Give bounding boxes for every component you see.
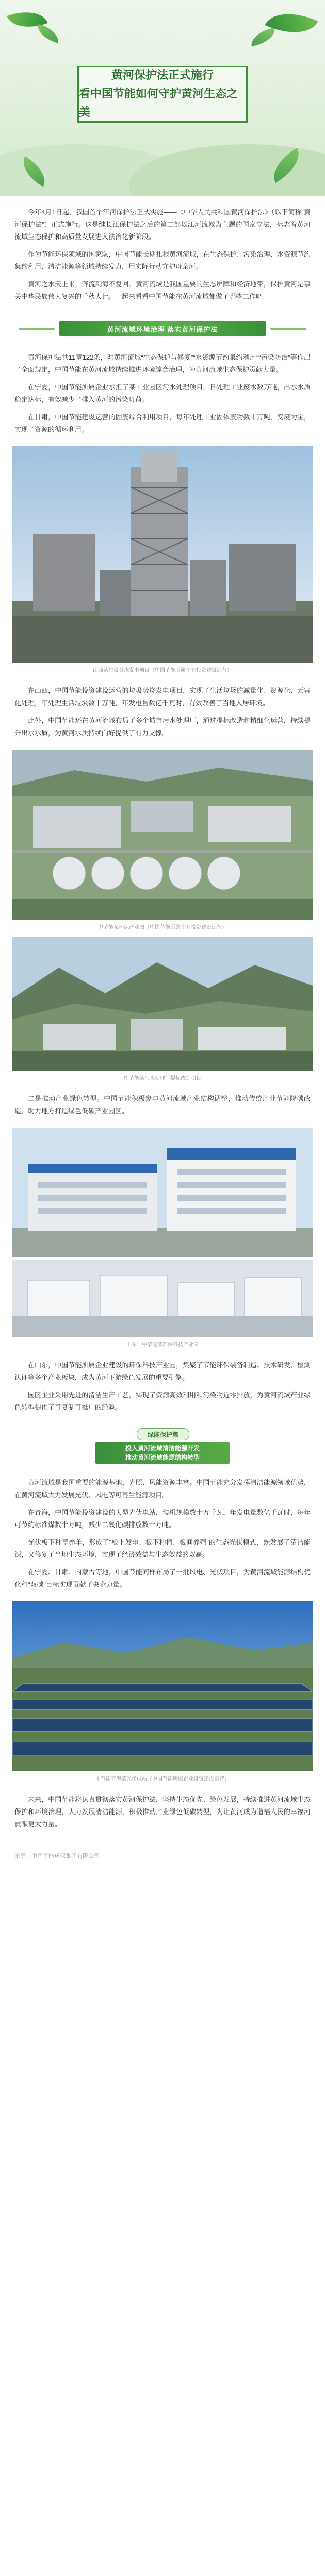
header-banner <box>0 0 325 196</box>
section-title: 黄河流域环境治理 落实黄河保护法 <box>107 325 218 333</box>
source-label: 来源：中国节能环保集团有限公司 <box>14 1853 100 1859</box>
image-caption: 山东：中节能某环保科技产业园 <box>126 1342 199 1348</box>
body-paragraph: 在甘肃，中国节能建设运营的固废综合利用项目，每年处理工业固体废物数十万吨，变废为宝，实现了资源的循环利用。 <box>14 413 311 433</box>
title-box <box>77 66 248 123</box>
leaf-icon <box>249 28 277 46</box>
body-paragraph: 二是推动产业绿色转型。中国节能积极参与黄河流域产业结构调整，推动传统产业节能降碳改造，助力地方打造绿色低碳产业园区。 <box>14 1095 311 1115</box>
body-paragraph: 在宁夏、甘肃、内蒙古等地，中国节能同样布局了一批风电、光伏项目，为黄河流域能源结构优化和“双碳”目标实现贡献了央企力量。 <box>14 1568 311 1588</box>
image-caption: 中节能某污水处理厂提标改造项目 <box>124 1076 201 1081</box>
body-paragraph: 在山东，中国节能所属企业建设的环保科技产业园，集聚了节能环保装备制造、技术研发、检测认证等多个产业板块，成为黄河下游绿色发展的重要引擎。 <box>14 1361 311 1381</box>
body-paragraph: 在山西，中国节能投资建设运营的垃圾焚烧发电项目，实现了生活垃圾的减量化、资源化、无害化处理，年处理生活垃圾数十万吨，年发电量数亿千瓦时，有效改善了当地人居环境。 <box>14 687 311 707</box>
leaf-icon <box>35 24 61 43</box>
section-title-line1: 投入黄河流域清洁能源开发 <box>125 1445 200 1452</box>
page-title-line2: 看中国节能如何守护黄河生态之美 <box>79 88 238 119</box>
photo-wastewater-plant <box>12 937 313 1071</box>
intro-paragraph: 今年4月1日起，我国首个江河保护法正式实施——《中华人民共和国黄河保护法》（以下简称“黄河保护法”）正式施行。这是继长江保护法之后的第二部以江河流域为主题的国家立法，标志着黄河流域生态保护和高质量发展进入法治化新阶段。 <box>14 208 311 241</box>
body-paragraph: 此外，中国节能还在黄河流域布局了多个城市污水处理厂，通过提标改造和精细化运营，持续提升出水水质，为黄河水质持续向好提供了有力支撑。 <box>14 717 311 737</box>
body-paragraph: 在青海，中国节能投资建设的大型光伏电站，装机规模数十万千瓦，年发电量数亿千瓦时，每年可节约标准煤数十万吨，减少二氧化碳排放数十万吨。 <box>14 1509 311 1529</box>
section-badge: 绿能保护篇 <box>137 1428 189 1440</box>
image-caption: 中节能某环保产业园（中国节能所属企业投资建设运营） <box>98 925 227 930</box>
body-paragraph: 黄河流域是我国重要的能源基地，光照、风能资源丰富。中国节能充分发挥清洁能源领域优势，在黄河流域大力发展光伏、风电等可再生能源项目。 <box>14 1479 311 1499</box>
photo-incineration-plant <box>12 446 313 663</box>
body-paragraph: 园区企业采用先进的清洁生产工艺，实现了资源高效利用和污染物近零排放，为黄河流域产业绿色转型提供了可复制可推广的经验。 <box>14 1391 311 1411</box>
article-footer <box>14 1845 311 1861</box>
intro-paragraph: 作为节能环保领域的国家队，中国节能长期扎根黄河流域，在生态保护、污染治理、水资源节约集约利用、清洁能源等领域持续发力，用实际行动守护母亲河。 <box>14 250 311 270</box>
section-banner-1 <box>12 317 313 340</box>
leaf-icon <box>265 2 318 44</box>
intro-paragraph: 黄河之水天上来，奔流到海不复回。黄河流域是我国重要的生态屏障和经济地带，保护黄河是事关中华民族伟大复兴的千秋大计。一起来看看中国节能在黄河流域都做了哪些工作吧—— <box>14 280 311 300</box>
section-banner-2 <box>95 1428 230 1465</box>
body-paragraph: 黄河保护法共11章122条，对黄河流域“生态保护与修复”“水资源节约集约利用”“污染防治”等作出了全面规定，中国节能在黄河流域持续推进环境综合治理，为黄河流域生态保护贡献力量。 <box>14 353 311 374</box>
page-title-line1: 黄河保护法正式施行 <box>111 69 214 82</box>
body-paragraph: 在宁夏，中国节能所属企业承担了某工业园区污水处理项目，日处理工业废水数万吨，出水水质稳定达标，有效减少了排入黄河的污染负荷。 <box>14 383 311 403</box>
photo-factory-interior <box>12 1260 313 1337</box>
image-caption: 中节能青海某光伏电站（中国节能所属企业投资建设运营） <box>95 1776 230 1782</box>
body-paragraph: 未来，中国节能将认真贯彻落实黄河保护法，坚持生态优先、绿色发展，持续推进黄河流域生态保护和环境治理，大力发展清洁能源，积极推动产业绿色低碳转型，为让黄河成为造福人民的幸福河贡献更大力量。 <box>14 1795 311 1828</box>
photo-aerial-industrial-park <box>12 750 313 920</box>
section-title-line2: 推动黄河流域能源结构转型 <box>125 1454 200 1461</box>
body-paragraph: 光伏板下种草养羊，形成了“板上发电、板下种植、板间养殖”的生态光伏模式，既发展了清洁能源，又修复了当地生态环境，实现了经济效益与生态效益的双赢。 <box>14 1538 311 1558</box>
photo-solar-farm <box>12 1601 313 1771</box>
image-caption: 山西某垃圾焚烧发电项目（中国节能所属企业投资建设运营） <box>93 668 232 673</box>
photo-industrial-building <box>12 1128 313 1257</box>
